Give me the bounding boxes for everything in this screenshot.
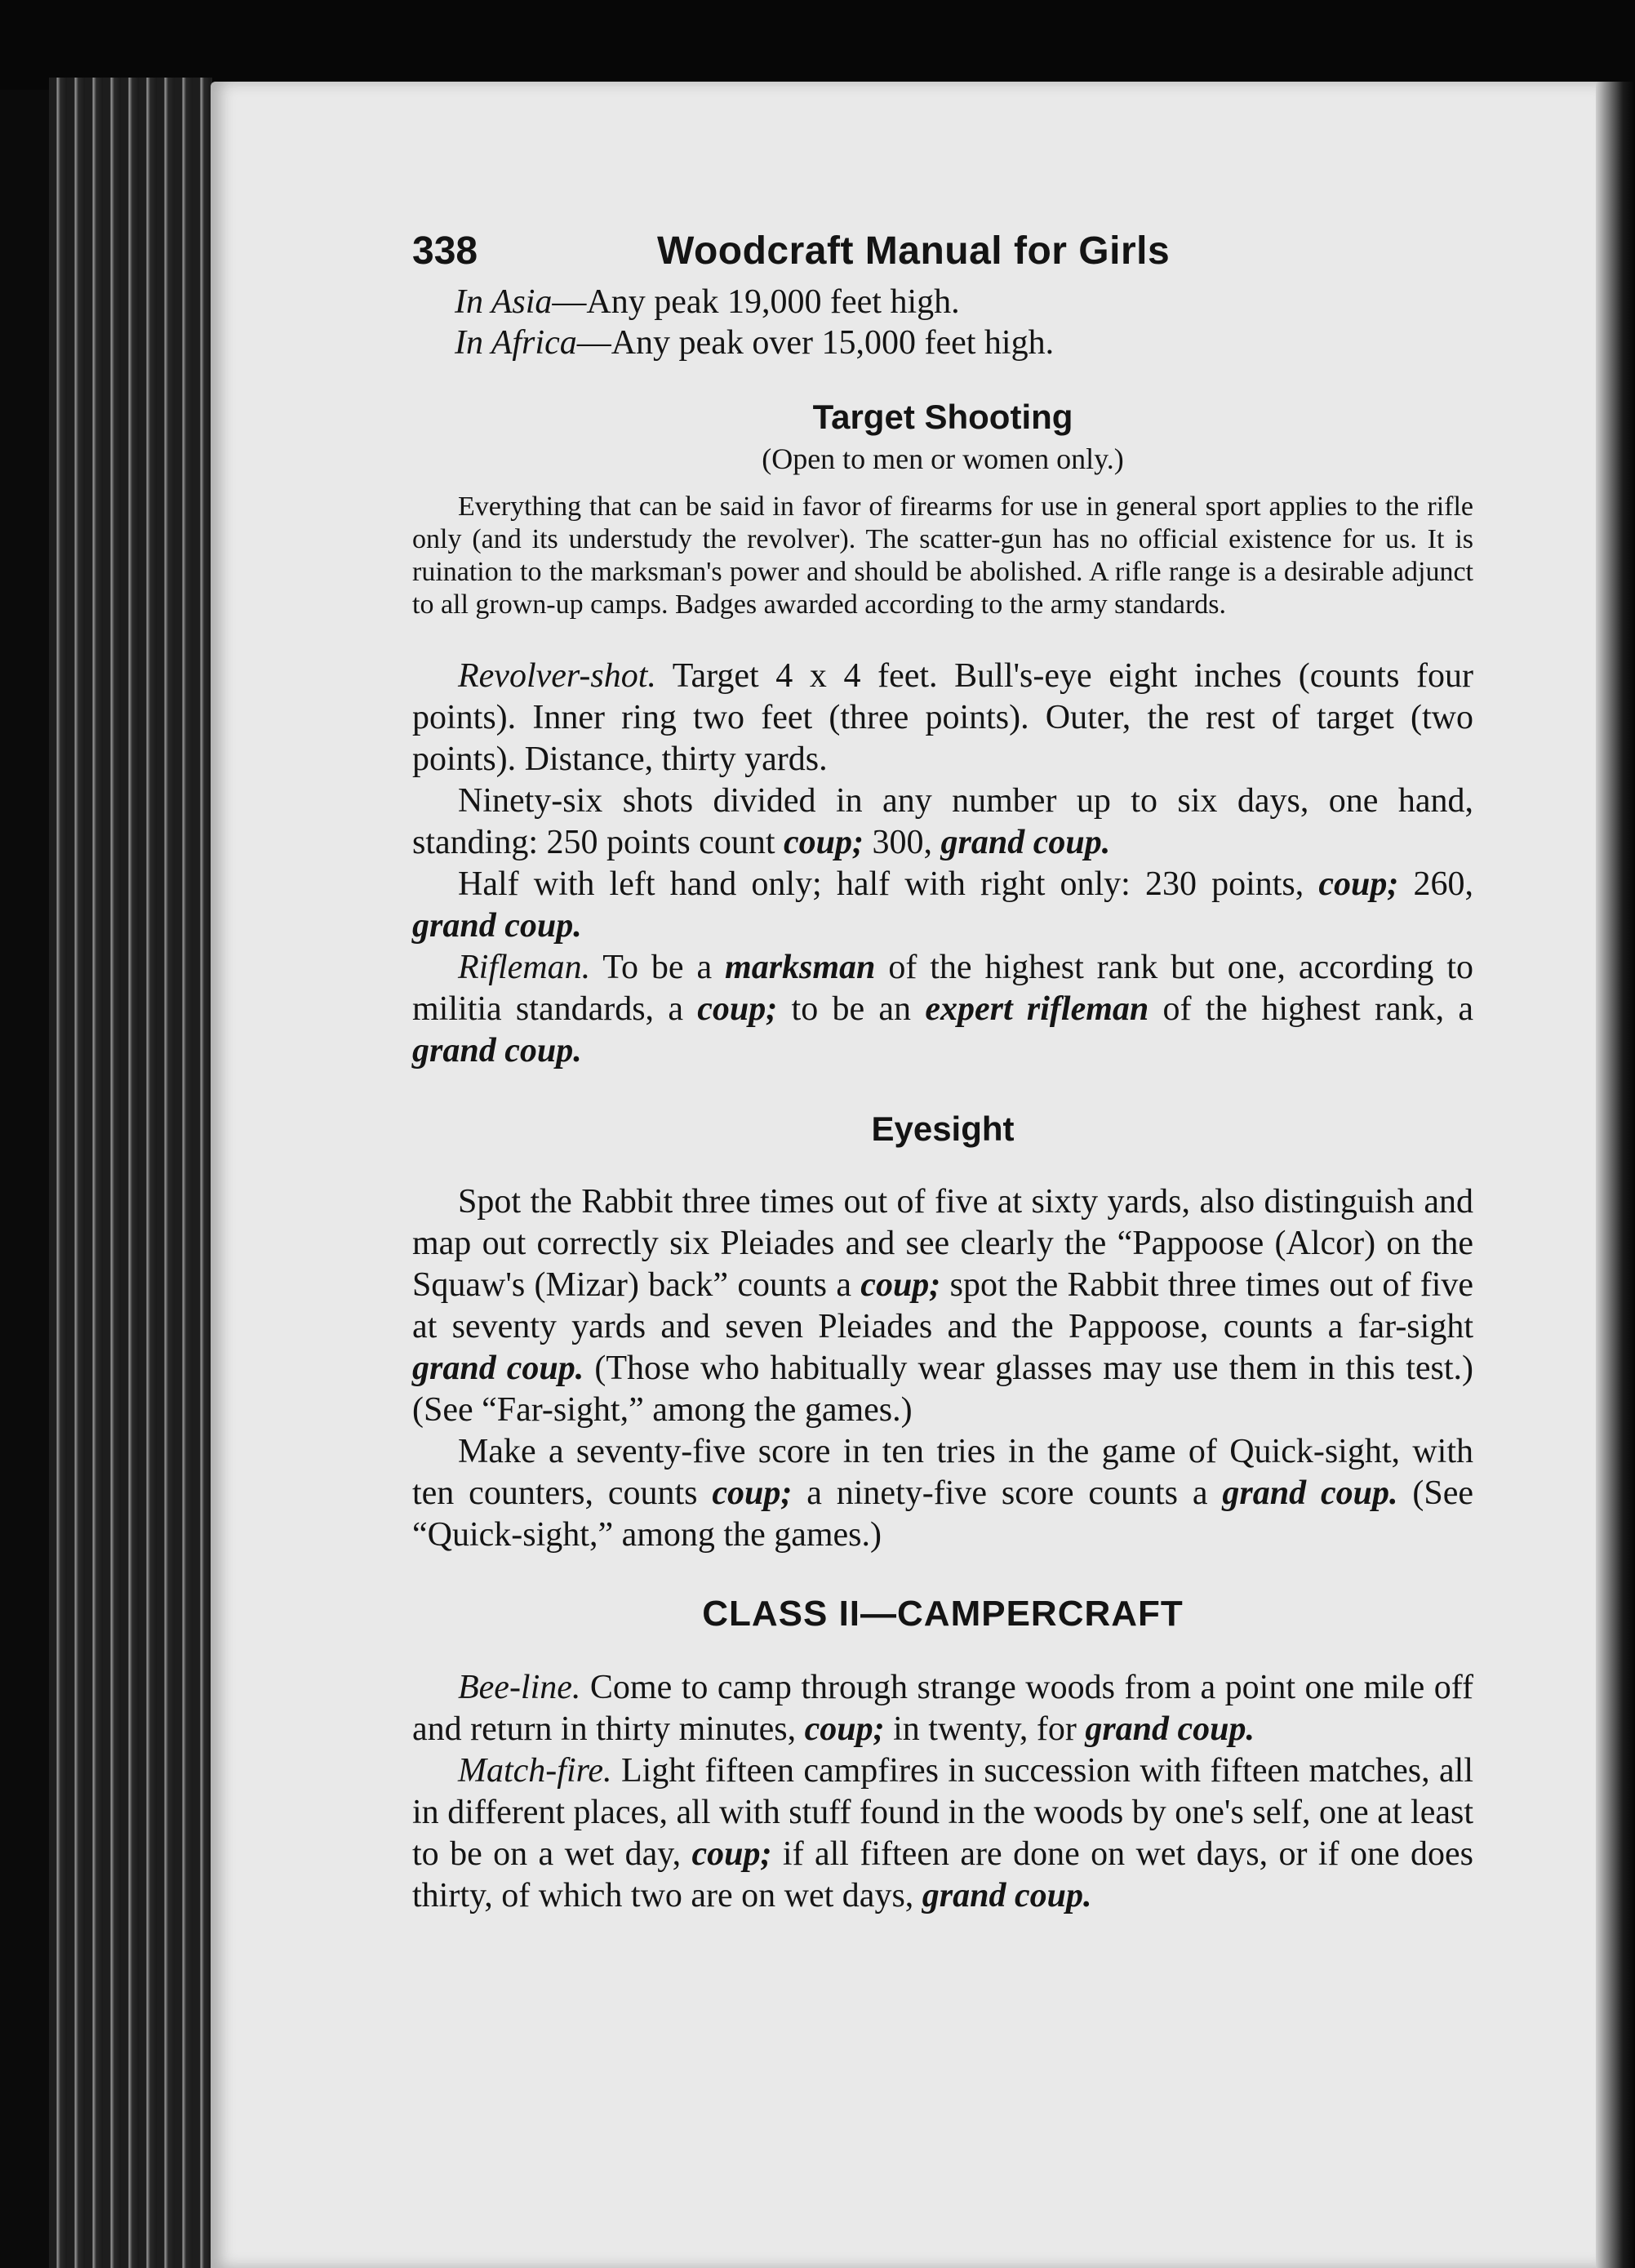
page-text (412, 229, 1473, 1917)
grand-coup-term: grand coup. (1222, 1474, 1398, 1512)
eyesight-paragraph-1 (412, 1181, 1473, 1431)
grand-coup-term: grand coup. (412, 1032, 582, 1070)
target-shooting-intro: Everything that can be said in favor of firearms for use in general sport applies to the rifle only (and its understudy the revolver). The scatter-gun has no official existence for us. It is ruination to the marksman's power and should be abolished. A rifle range is a desirable adjunct to all grown-up camps. Badges awarded according to the army standards. (412, 491, 1473, 620)
africa-text: —Any peak over 15,000 feet high. (576, 324, 1055, 362)
target-shooting-subheading: (Open to men or women only.) (762, 442, 1124, 475)
ninety-six-text: Ninety-six shots divided in any number up to six days, one hand, standing: 250 points count (412, 782, 1473, 861)
bee-line-label: Bee-line. (458, 1669, 581, 1706)
coup-term: coup; (784, 824, 864, 861)
running-head (412, 229, 1473, 273)
coup-term: coup; (691, 1835, 772, 1873)
scan-background (0, 0, 1635, 90)
eyesight-text-2: spot the Rabbit three times out of five at seventy yards and seven Pleiades and the Pappoose, counts a far-sight (412, 1266, 1473, 1345)
ninety-six-paragraph (412, 780, 1473, 864)
eyesight-text: Spot the Rabbit three times out of five at sixty yards, also distinguish and map out correctly six Pleiades and see clearly the “Pappoose (Alcor) on the Squaw's (Mizar) back” counts a (412, 1183, 1473, 1304)
grand-coup-term: grand coup. (412, 907, 582, 945)
revolver-label: Revolver-shot. (458, 657, 656, 695)
match-fire-paragraph (412, 1750, 1473, 1917)
grand-coup-term: grand coup. (922, 1877, 1092, 1914)
match-fire-label: Match-fire. (458, 1752, 612, 1790)
africa-label: In Africa (455, 324, 577, 362)
coup-term: coup; (1318, 865, 1399, 903)
coup-term: coup; (697, 990, 778, 1028)
coup-term: coup; (860, 1266, 941, 1304)
match-fire-text: Light fifteen campfires in succession with fifteen matches, all in different places, all with stuff found in the woods by one's self, one at least to be on a wet day, (412, 1752, 1473, 1873)
eyesight-text-3: (Those who habitually wear glasses may use them in this test.) (See “Far-sight,” among the games.) (412, 1350, 1473, 1429)
asia-text: —Any peak 19,000 feet high. (552, 283, 960, 321)
rifleman-text: To be a (590, 949, 726, 986)
half-hand-text: Half with left hand only; half with right only: 230 points, (458, 865, 1319, 903)
page-edges (49, 78, 212, 2268)
quick-sight-text: Make a seventy-five score in ten tries in the game of Quick-sight, with ten counters, counts (412, 1433, 1473, 1512)
grand-coup-term: grand coup. (412, 1350, 584, 1387)
rifleman-label: Rifleman. (458, 949, 591, 986)
rifleman-text-3: to be an (777, 990, 926, 1028)
ninety-six-text-2: 300, (864, 824, 941, 861)
bee-line-paragraph (412, 1667, 1473, 1750)
page-number: 338 (412, 229, 478, 273)
rifleman-text-4: of the highest rank, a (1148, 990, 1474, 1028)
marksman-term: marksman (725, 949, 876, 986)
binding-shadow (1596, 82, 1635, 2268)
match-fire-text-2: if all fifteen are done on wet days, or if one does thirty, of which two are on wet days, (412, 1835, 1473, 1914)
coup-term: coup; (712, 1474, 793, 1512)
eyesight-paragraph-2 (412, 1431, 1473, 1556)
quick-sight-text-3: (See “Quick-sight,” among the games.) (412, 1474, 1473, 1554)
grand-coup-term: grand coup. (1085, 1710, 1255, 1748)
target-shooting-heading: Target Shooting (812, 398, 1073, 436)
coup-term: coup; (804, 1710, 885, 1748)
grand-coup-term: grand coup. (940, 824, 1111, 861)
eyesight-heading: Eyesight (871, 1110, 1015, 1148)
revolver-paragraph (412, 656, 1473, 780)
rifleman-text-2: of the highest rank but one, according to militia standards, a (412, 949, 1474, 1028)
expert-rifleman-term: expert rifleman (925, 990, 1149, 1028)
rifleman-paragraph (412, 947, 1473, 1072)
book-title: Woodcraft Manual for Girls (657, 229, 1171, 273)
quick-sight-text-2: a ninety-five score counts a (792, 1474, 1223, 1512)
campercraft-heading: CLASS II—CAMPERCRAFT (702, 1594, 1184, 1634)
bee-line-text: Come to camp through strange woods from a point one mile off and return in thirty minutes, (412, 1669, 1473, 1748)
africa-line (412, 322, 1473, 363)
bee-line-text-2: in twenty, for (884, 1710, 1086, 1748)
revolver-text: Target 4 x 4 feet. Bull's-eye eight inches (counts four points). Inner ring two feet (three points). Outer, the rest of target (two points). Distance, thirty yards. (412, 657, 1473, 778)
half-hand-text-2: 260, (1398, 865, 1473, 903)
half-hand-paragraph (412, 864, 1473, 947)
asia-label: In Asia (455, 283, 553, 321)
asia-line (412, 282, 1473, 322)
